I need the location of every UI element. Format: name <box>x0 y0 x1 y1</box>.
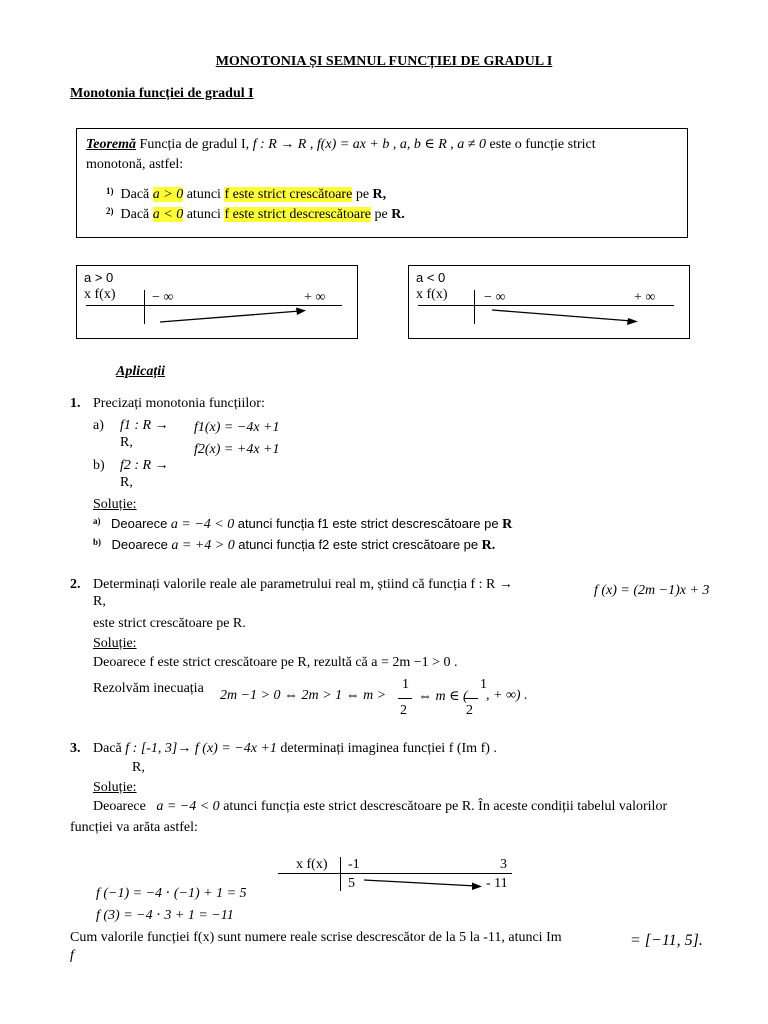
theorem-intro: Funcția de gradul I, <box>139 137 250 152</box>
theorem-intro-end: este o funcție strict <box>489 137 596 152</box>
problem-1-solution-a <box>93 516 512 533</box>
problem-3-post: determinați imaginea funcției f (Im f) . <box>280 741 497 756</box>
table-increasing-minus-inf: − ∞ <box>152 290 174 305</box>
table-decreasing-condition: a < 0 <box>416 270 446 285</box>
value-table-x2: 3 <box>500 857 507 872</box>
problem-3-formula: f (x) = −4x +1 <box>194 741 277 756</box>
problem-1a-label: a) <box>93 418 104 433</box>
item-mid: atunci <box>186 187 221 202</box>
item-post: pe <box>355 187 370 202</box>
item-number: a) <box>93 516 101 526</box>
theorem-label: Teoremă <box>86 137 137 152</box>
problem-1-text: Precizați monotonia funcțiilor: <box>93 396 265 411</box>
problem-2-inequation-b: ⇔ m ∈ ( <box>418 689 468 704</box>
problem-1b-domain: f2 : R → <box>120 458 169 473</box>
applications-heading: Aplicații <box>116 364 165 379</box>
solution-pre: Deoarece <box>111 516 168 531</box>
theorem-item-1 <box>106 187 386 203</box>
problem-1b-label: b) <box>93 458 105 473</box>
theorem-line2: monotonă, astfel: <box>86 157 184 172</box>
item-condition: a > 0 <box>152 187 184 202</box>
problem-3-line1 <box>93 741 497 757</box>
calc-f-minus-1: f (−1) = −4 ⋅ (−1) + 1 = 5 <box>96 886 247 901</box>
theorem-line1 <box>86 136 596 153</box>
final-result: = [−11, 5]. <box>630 932 703 949</box>
problem-2-fraction-1-num: 1 <box>402 677 409 692</box>
problem-2-fraction-1-den: 2 <box>400 703 407 718</box>
table-increasing-vline <box>144 290 145 324</box>
solution-condition: a = −4 < 0 <box>156 799 220 814</box>
problem-1a-formula: f1(x) = −4x +1 <box>194 420 280 435</box>
value-table-vline <box>340 857 341 891</box>
problem-2-formula: f (x) = (2m −1)x + 3 <box>594 583 710 598</box>
problem-3-solution-line2: funcției va arăta astfel: <box>70 820 198 835</box>
value-table-row-label: x f(x) <box>296 857 328 872</box>
problem-2-inequation-c: , + ∞) . <box>486 688 528 703</box>
problem-1-solution-b <box>93 537 495 554</box>
table-increasing-row-label: x f(x) <box>84 287 116 302</box>
problem-1-number: 1. <box>70 396 81 411</box>
problem-2-fraction-2-bar <box>464 698 478 699</box>
decreasing-arrow <box>488 306 640 326</box>
problem-3-codomain: R, <box>132 760 145 775</box>
solution-pre: Deoarece <box>93 799 146 814</box>
problem-1b-formula: f2(x) = +4x +1 <box>194 442 280 457</box>
problem-3-pre: Dacă <box>93 741 122 756</box>
item-pre: Dacă <box>120 207 150 222</box>
item-pre: Dacă <box>120 187 150 202</box>
problem-2-codomain: R, <box>93 594 106 609</box>
increasing-arrow <box>156 306 308 326</box>
item-condition: a < 0 <box>152 207 184 222</box>
calc-f-3: f (3) = −4 ⋅ 3 + 1 = −11 <box>96 908 234 923</box>
solution-condition: a = −4 < 0 <box>170 517 235 532</box>
solution-pre: Deoarece <box>111 537 168 552</box>
problem-2-number: 2. <box>70 577 81 592</box>
item-number: b) <box>93 537 102 547</box>
problem-2-inequation-a: 2m −1 > 0 ⇔ 2m > 1 ⇔ m > <box>220 688 387 703</box>
item-set: R. <box>391 207 405 222</box>
item-set: R, <box>372 187 387 202</box>
theorem-item-2 <box>106 207 405 223</box>
problem-1-solution-label: Soluție: <box>93 497 137 512</box>
problem-1a-domain: f1 : R → <box>120 418 169 433</box>
item-number: 1) <box>106 186 114 196</box>
value-table-x1: -1 <box>348 857 360 872</box>
value-table-y1: 5 <box>348 876 355 891</box>
problem-2-text: Determinați valorile reale ale parametrului real m, știind că funcția f : R → <box>93 577 513 592</box>
table-decreasing-vline <box>474 290 475 324</box>
solution-set: R. <box>481 538 496 553</box>
final-statement: Cum valorile funcției f(x) sunt numere reale scrise descrescător de la 5 la -11, atunci Im <box>70 930 562 945</box>
item-number: 2) <box>106 206 114 216</box>
item-mid: atunci <box>186 207 221 222</box>
problem-1a-codomain: R, <box>120 435 133 450</box>
problem-2-fraction-2-num: 1 <box>480 677 487 692</box>
problem-2-fraction-1-bar <box>398 698 412 699</box>
value-table-arrow <box>360 876 484 892</box>
section-heading: Monotonia funcției de gradul I <box>70 86 254 101</box>
theorem-function-def: f : R → R , f(x) = ax + b , a, b ∈ R , <box>252 137 454 152</box>
solution-set: R <box>502 517 513 532</box>
final-f: f <box>70 948 74 963</box>
solution-post: atunci funcția este strict descrescătoare pe R. În aceste condiții tabelul valorilor <box>223 799 668 814</box>
problem-2-inequation-label: Rezolvăm inecuația <box>93 681 204 696</box>
item-result: f este strict crescătoare <box>224 187 353 202</box>
problem-2-line2: este strict crescătoare pe R. <box>93 616 246 631</box>
solution-condition: a = +4 > 0 <box>171 538 235 553</box>
item-post: pe <box>374 207 388 222</box>
table-decreasing-minus-inf: − ∞ <box>484 290 506 305</box>
theorem-condition: a ≠ 0 <box>457 137 486 152</box>
problem-2-fraction-2-den: 2 <box>466 703 473 718</box>
table-decreasing-plus-inf: + ∞ <box>634 290 656 305</box>
solution-post: atunci funcția f2 este strict crescătoare pe <box>238 537 479 552</box>
table-decreasing-row-label: x f(x) <box>416 287 448 302</box>
value-table-y2: - 11 <box>486 876 508 891</box>
item-result: f este strict descrescătoare <box>224 207 371 222</box>
problem-3-domain: f : [-1, 3]→ <box>125 741 192 756</box>
table-increasing-condition: a > 0 <box>84 270 114 285</box>
solution-post: atunci funcția f1 este strict descrescătoare pe <box>237 516 499 531</box>
problem-2-line3: Deoarece f este strict crescătoare pe R, rezultă că a = 2m −1 > 0 . <box>93 655 458 670</box>
problem-3-number: 3. <box>70 741 81 756</box>
value-table-hline <box>278 873 512 874</box>
problem-2-solution-label: Soluție: <box>93 636 137 651</box>
page-title: MONOTONIA ȘI SEMNUL FUNCȚIEI DE GRADUL I <box>215 54 553 69</box>
problem-3-solution-label: Soluție: <box>93 780 137 795</box>
table-increasing-plus-inf: + ∞ <box>304 290 326 305</box>
problem-1b-codomain: R, <box>120 475 133 490</box>
problem-3-solution-line1 <box>93 799 667 815</box>
